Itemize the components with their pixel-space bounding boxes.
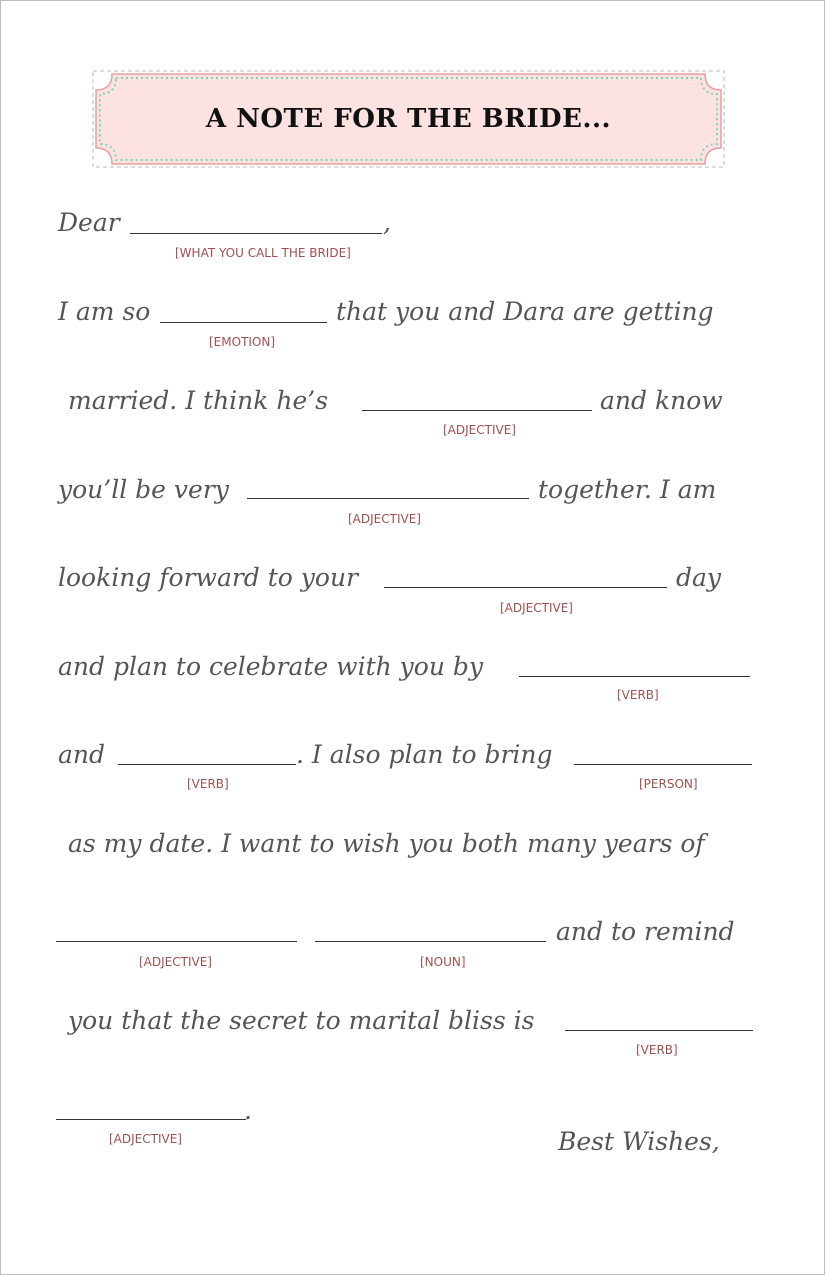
letter-text: married. I think he’s (68, 386, 329, 415)
blank-hint: [EMOTION] (209, 335, 276, 349)
blank-hint: [ADJECTIVE] (348, 512, 421, 526)
fill-blank-adjective[interactable] (362, 410, 592, 411)
fill-blank-adjective[interactable] (384, 587, 667, 588)
letter-text: together. I am (538, 475, 717, 504)
letter-text: you’ll be very (58, 475, 229, 504)
letter-text: as my date. I want to wish you both many years of (68, 829, 705, 858)
letter-text: and (58, 740, 106, 769)
closing-signature: Best Wishes, (558, 1127, 720, 1156)
letter-text: and know (600, 386, 723, 415)
blank-hint: [ADJECTIVE] (500, 601, 573, 615)
title-banner (92, 70, 725, 168)
letter-text: and to remind (556, 917, 735, 946)
blank-hint: [PERSON] (639, 777, 698, 791)
letter-text: I am so (58, 297, 151, 326)
letter-text: . (244, 1096, 252, 1125)
letter-text: and plan to celebrate with you by (58, 652, 484, 681)
blank-hint: [WHAT YOU CALL THE BRIDE] (175, 246, 351, 260)
letter-text: Dear (58, 208, 120, 237)
fill-blank-adjective[interactable] (56, 941, 297, 942)
letter-text: . I also plan to bring (296, 740, 553, 769)
blank-hint: [ADJECTIVE] (139, 955, 212, 969)
fill-blank-verb[interactable] (565, 1030, 753, 1031)
letter-text: day (676, 563, 722, 592)
letter-text: , (383, 208, 391, 237)
fill-blank-adjective[interactable] (247, 498, 529, 499)
fill-blank-emotion[interactable] (160, 322, 327, 323)
fill-blank-person[interactable] (574, 764, 752, 765)
blank-hint: [ADJECTIVE] (109, 1132, 182, 1146)
page-title: A NOTE FOR THE BRIDE... (205, 104, 612, 134)
fill-blank-verb[interactable] (118, 764, 296, 765)
fill-blank-adjective[interactable] (56, 1119, 246, 1120)
letter-text: you that the secret to marital bliss is (68, 1006, 535, 1035)
letter-text: looking forward to your (58, 563, 359, 592)
blank-hint: [VERB] (636, 1043, 678, 1057)
letter-text: that you and Dara are getting (336, 297, 714, 326)
blank-hint: [VERB] (187, 777, 229, 791)
fill-blank-bride-name[interactable] (130, 233, 382, 234)
fill-blank-verb[interactable] (519, 676, 750, 677)
blank-hint: [ADJECTIVE] (443, 423, 516, 437)
fill-blank-noun[interactable] (315, 941, 546, 942)
blank-hint: [NOUN] (420, 955, 466, 969)
blank-hint: [VERB] (617, 688, 659, 702)
